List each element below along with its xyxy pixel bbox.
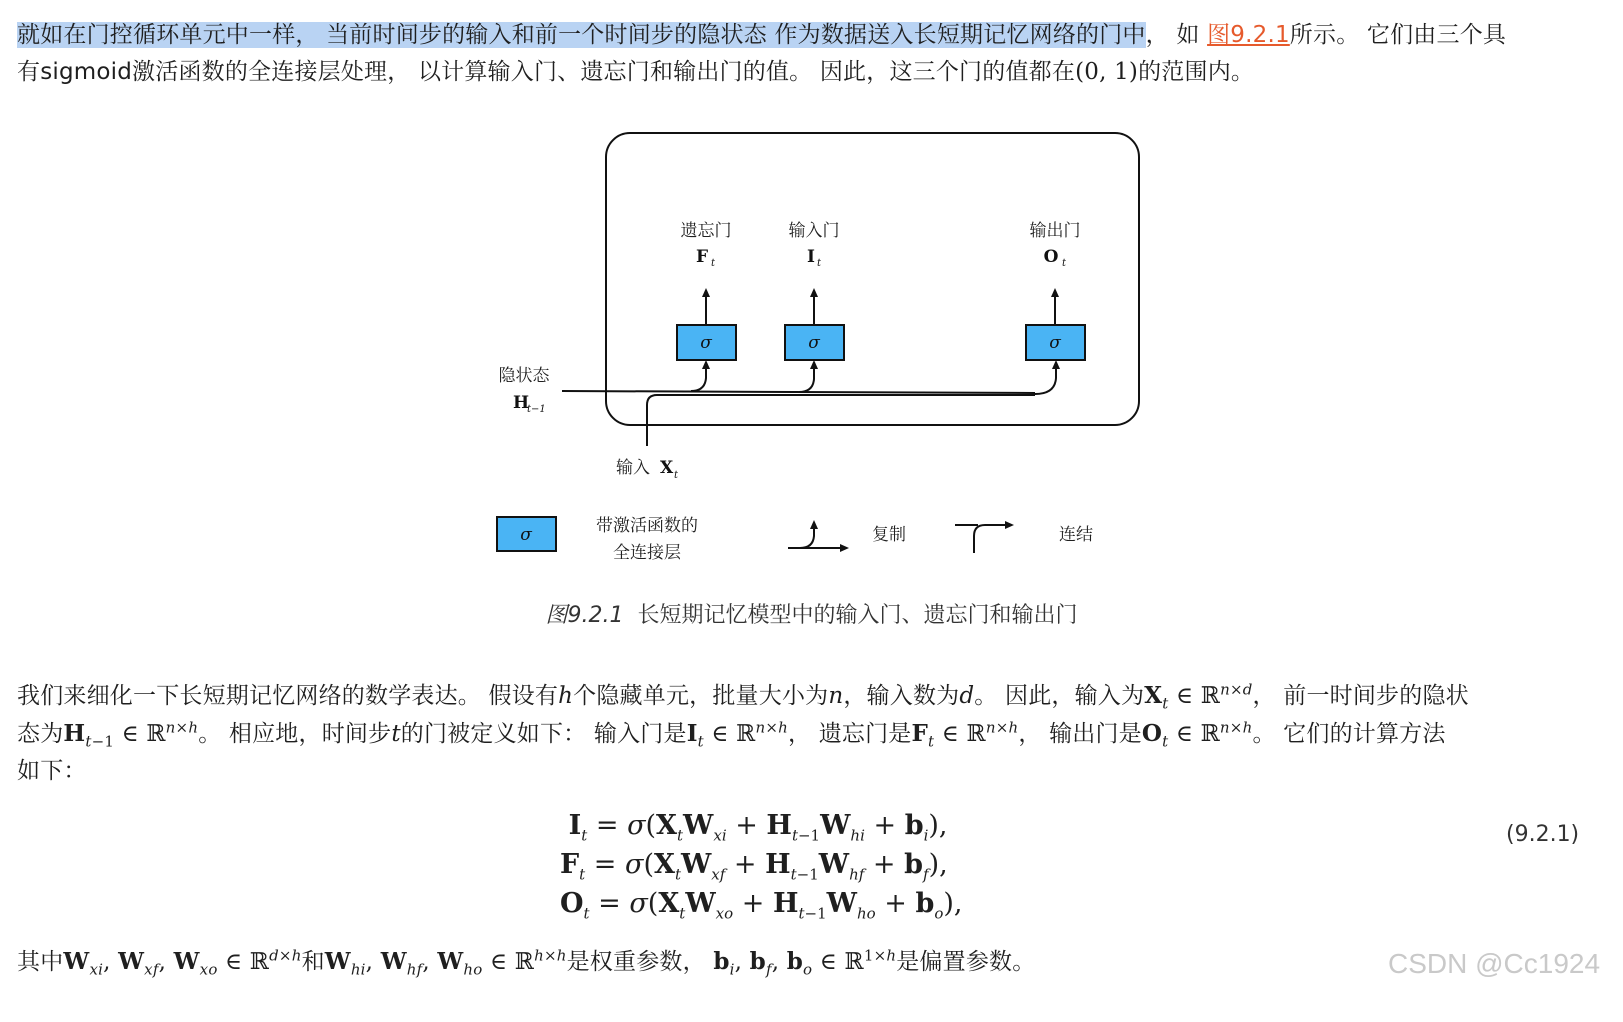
text-fragment: 其中 (17, 949, 64, 975)
selected-text[interactable]: 就如在门控循环单元中一样， 当前时间步的输入和前一个时间步的隐状态 作为数据送入长短期记忆网络的门中 (17, 22, 1146, 48)
text-fragment: 的范围内。 (1138, 59, 1255, 85)
math-t: t (391, 721, 401, 747)
text-fragment: 是权重参数， (566, 949, 706, 975)
text-fragment: ， 前一时间步的隐状 (1252, 683, 1469, 709)
hidden-state-symbol: H (513, 393, 530, 413)
gate-equations (560, 806, 1080, 923)
math-input-gate-shape: $I_t$ ∈ ℝ$^{n\times h}$ (686, 718, 788, 751)
text-fragment: ，输入数为 (843, 683, 960, 709)
math-forget-gate-shape: $F_t$ ∈ ℝ$^{n\times h}$ (911, 718, 1019, 751)
text-fragment: 态为 (17, 721, 64, 747)
branch-output (1035, 364, 1056, 394)
figure-caption (0, 598, 1623, 629)
text-fragment: 如下： (17, 758, 87, 784)
caption-number: 图9.2.1 (545, 603, 624, 628)
forget-gate-sub: t (711, 258, 716, 269)
equation-number: (9.2.1) (1506, 822, 1580, 847)
forget-gate-fc-layer (677, 325, 736, 360)
legend-fc-label-line1: 带激活函数的 (596, 516, 698, 536)
math-n: n (828, 683, 844, 709)
svg-text:σ: σ (808, 333, 820, 353)
math-weights-h: $W_{hi}$, $W_{hf}$, $W_{ho}$ ∈ ℝ$^{h\times h}$ (324, 946, 567, 979)
forget-gate-symbol: F (695, 247, 709, 267)
watermark: CSDN @Cc1924 (1388, 948, 1601, 979)
text-fragment: ， 如 (1145, 22, 1208, 48)
text-fragment: 所示。 它们由三个具 (1289, 22, 1507, 48)
math-biases: $b_i$, $b_f$, $b_o$ ∈ ℝ$^{1\times h}$ (713, 946, 897, 979)
caption-text: 长短期记忆模型中的输入门、遗忘门和输出门 (637, 603, 1078, 628)
text-fragment: ， 输出门是 (1018, 721, 1142, 747)
legend (497, 516, 1093, 563)
text-fragment: ， 遗忘门是 (787, 721, 912, 747)
math-hidden-shape: $H_{t-1}$ ∈ ℝ$^{n\times h}$ (63, 718, 199, 751)
legend-copy-label: 复制 (872, 525, 906, 545)
legend-concat-label: 连结 (1059, 525, 1093, 545)
text-fragment: 。 因此，输入为 (974, 683, 1145, 709)
input-label: 输入 (616, 458, 650, 478)
text-fragment: 是偏置参数。 (896, 949, 1036, 975)
equation-output-gate: $O_t = \sigma(X_tW_{xo} + H_{t-1}W_{ho} + b_o)$, (560, 888, 963, 923)
hidden-state-line (562, 391, 1035, 393)
equation-forget-gate: $F_t = \sigma(X_tW_{xf} + H_{t-1}W_{hf} + b_f)$, (560, 849, 948, 884)
math-weights-x: $W_{xi}$, $W_{xf}$, $W_{xo}$ ∈ ℝ$^{d\times h}$ (63, 946, 302, 979)
input-gate-label: 输入门 (788, 221, 840, 241)
text-fragment: 和 (301, 949, 325, 975)
legend-fc-label-line2: 全连接层 (613, 543, 681, 563)
svg-text:σ: σ (1049, 333, 1061, 353)
text-fragment: 我们来细化一下长短期记忆网络的数学表达。 假设有 (17, 683, 559, 709)
forget-gate-label: 遗忘门 (680, 221, 732, 241)
paragraph-parameters (17, 943, 1607, 981)
text-fragment: 。 它们的计算方法 (1252, 721, 1446, 747)
copy-icon-branch (800, 524, 814, 548)
text-fragment: 有sigmoid激活函数的全连接层处理， 以计算输入门、遗忘门和输出门的值。 因此，这三个门的值都在 (17, 59, 1076, 85)
svg-text:σ: σ (520, 525, 532, 545)
hidden-state-label: 隐状态 (498, 366, 550, 386)
output-gate-symbol: O (1043, 247, 1059, 267)
math-output-gate-shape: $O_t$ ∈ ℝ$^{n\times h}$ (1141, 718, 1253, 751)
math-h: h (558, 683, 574, 709)
text-fragment: 的门被定义如下： 输入门是 (400, 721, 687, 747)
input-sub: t (674, 470, 679, 481)
output-gate-fc-layer (1026, 325, 1085, 360)
output-gate-label: 输出门 (1029, 221, 1081, 241)
output-gate-sub: t (1062, 258, 1067, 269)
input-line (647, 395, 1035, 446)
branch-forget (691, 364, 706, 391)
math-d: d (959, 683, 975, 709)
equation-input-gate: $I_t = \sigma(X_tW_{xi} + H_{t-1}W_{hi} + b_i)$, (568, 810, 948, 845)
branch-input (799, 364, 814, 392)
svg-text:σ: σ (700, 333, 712, 353)
input-gate-fc-layer (785, 325, 844, 360)
concat-icon (974, 525, 1010, 553)
input-symbol: X (660, 458, 674, 478)
lstm-cell-box (606, 133, 1139, 425)
hidden-state-sub: t−1 (527, 404, 546, 415)
input-gate-symbol: I (807, 247, 815, 267)
text-fragment: 。 相应地，时间步 (198, 721, 392, 747)
math-interval: (0, 1) (1075, 59, 1139, 85)
input-gate-sub: t (817, 258, 822, 269)
text-fragment: 个隐藏单元，批量大小为 (573, 683, 829, 709)
figure-link[interactable]: 图9.2.1 (1207, 22, 1290, 48)
paragraph-math-setup (17, 677, 1607, 790)
math-input-shape: $X_t$ ∈ ℝ$^{n\times d}$ (1144, 680, 1253, 713)
